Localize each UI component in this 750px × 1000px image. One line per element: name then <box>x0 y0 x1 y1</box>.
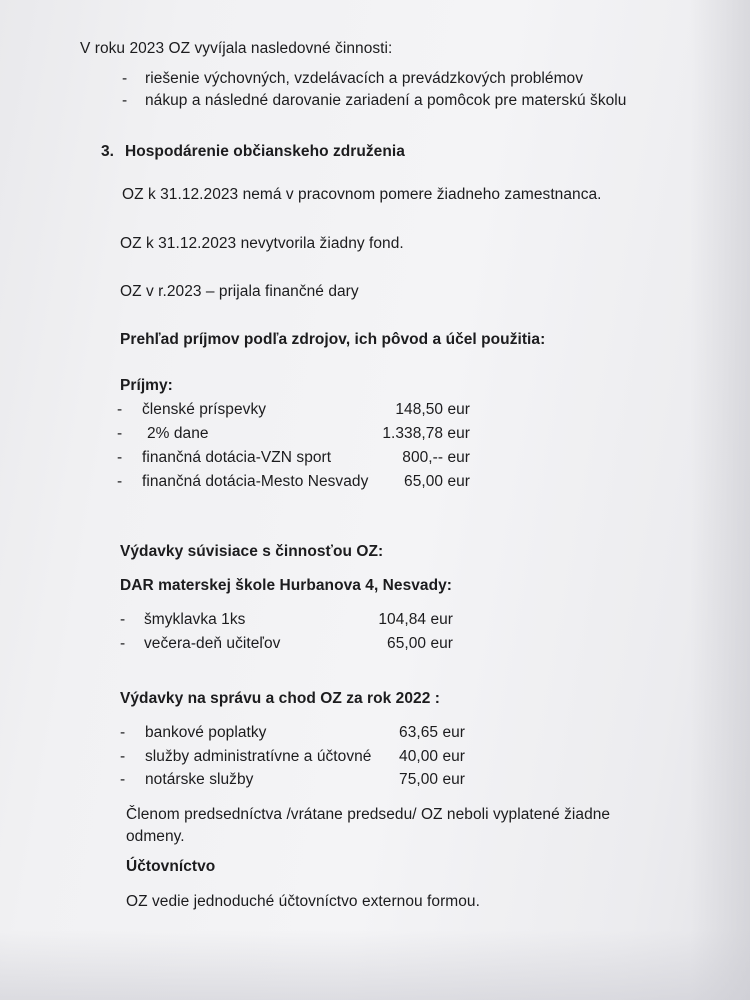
income-label: finančná dotácia-Mesto Nesvady <box>142 473 369 490</box>
intro-item-1: riešenie výchovných, vzdelávacích a prevádzkových problémov <box>145 70 584 87</box>
admin-label: služby administratívne a účtovné <box>145 748 372 765</box>
list-bullet: - <box>117 425 123 442</box>
donation-label: večera-deň učiteľov <box>144 635 281 652</box>
donation-amount: 65,00 eur <box>387 635 453 652</box>
accounting-title: Účtovníctvo <box>126 858 216 875</box>
list-bullet: - <box>122 92 128 109</box>
list-bullet: - <box>117 449 123 466</box>
donation-title: DAR materskej škole Hurbanova 4, Nesvady: <box>120 577 452 594</box>
section-number: 3. <box>101 143 115 160</box>
income-amount: 148,50 eur <box>395 401 470 418</box>
list-bullet: - <box>122 70 128 87</box>
admin-label: notárske služby <box>145 771 254 788</box>
page-shadow-right <box>690 0 750 1000</box>
income-title: Príjmy: <box>120 377 173 394</box>
intro-item-2: nákup a následné darovanie zariadení a pomôcok pre materskú školu <box>145 92 627 109</box>
list-bullet: - <box>120 771 126 788</box>
admin-amount: 75,00 eur <box>399 771 465 788</box>
page-shadow-bottom <box>0 930 750 1000</box>
statement-employees: OZ k 31.12.2023 nemá v pracovnom pomere žiadneho zamestnanca. <box>122 186 602 203</box>
income-label: finančná dotácia-VZN sport <box>142 449 332 466</box>
admin-amount: 63,65 eur <box>399 724 465 741</box>
income-amount: 1.338,78 eur <box>382 425 470 442</box>
statement-donations: OZ v r.2023 – prijala finančné dary <box>120 283 359 300</box>
list-bullet: - <box>117 473 123 490</box>
list-bullet: - <box>120 724 126 741</box>
donation-amount: 104,84 eur <box>378 611 453 628</box>
income-label: členské príspevky <box>142 401 267 418</box>
income-label: 2% dane <box>147 425 209 442</box>
list-bullet: - <box>120 748 126 765</box>
statement-fund: OZ k 31.12.2023 nevytvorila žiadny fond. <box>120 235 404 252</box>
section-title: Hospodárenie občianskeho združenia <box>125 143 405 160</box>
donation-label: šmyklavka 1ks <box>144 611 246 628</box>
overview-title: Prehľad príjmov podľa zdrojov, ich pôvod a účel použitia: <box>120 331 546 348</box>
income-amount: 800,-- eur <box>402 449 470 466</box>
list-bullet: - <box>120 611 126 628</box>
expenses-title: Výdavky súvisiace s činnosťou OZ: <box>120 543 384 560</box>
admin-title: Výdavky na správu a chod OZ za rok 2022 : <box>120 690 440 707</box>
list-bullet: - <box>117 401 123 418</box>
intro-heading: V roku 2023 OZ vyvíjala nasledovné činnosti: <box>80 40 393 57</box>
board-note-line-1: Členom predsedníctva /vrátane predsedu/ OZ neboli vyplatené žiadne <box>126 806 611 823</box>
accounting-text: OZ vedie jednoduché účtovníctvo externou formou. <box>126 893 480 910</box>
admin-label: bankové poplatky <box>145 724 267 741</box>
income-amount: 65,00 eur <box>404 473 470 490</box>
list-bullet: - <box>120 635 126 652</box>
board-note-line-2: odmeny. <box>126 828 185 845</box>
admin-amount: 40,00 eur <box>399 748 465 765</box>
